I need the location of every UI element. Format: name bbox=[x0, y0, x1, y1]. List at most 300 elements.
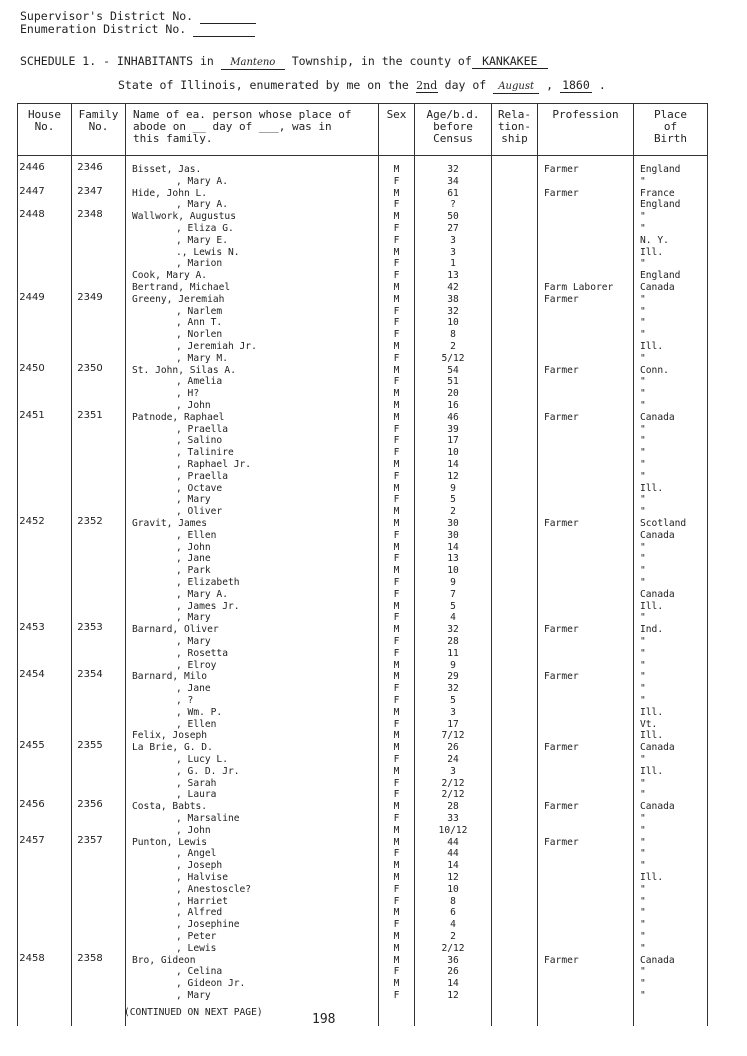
age-value: 26 bbox=[447, 966, 459, 978]
age-value: 1 bbox=[450, 258, 456, 270]
person-name: , Marsaline bbox=[176, 813, 240, 824]
profession-value: Farmer bbox=[544, 671, 579, 683]
county-name: KANKAKEE bbox=[472, 55, 548, 69]
birthplace-value: " bbox=[640, 423, 646, 435]
profession-value: Farmer bbox=[544, 518, 579, 529]
house-number: 2453 bbox=[19, 622, 45, 634]
person-name: , Park bbox=[176, 565, 211, 577]
sex-value: F bbox=[393, 777, 400, 789]
sex-value: F bbox=[393, 612, 400, 624]
birthplace-value: " bbox=[640, 258, 646, 270]
sex-value: M bbox=[393, 907, 400, 919]
age-value: 9 bbox=[450, 577, 456, 588]
birthplace-value: " bbox=[640, 966, 646, 978]
sex-value: M bbox=[393, 600, 400, 612]
schedule-label: SCHEDULE 1. - INHABITANTS in bbox=[20, 54, 214, 68]
sex-value: F bbox=[393, 447, 400, 459]
age-value: 6 bbox=[450, 907, 456, 919]
person-name: , Mary bbox=[176, 612, 211, 624]
birthplace-value: Ill. bbox=[640, 765, 664, 777]
person-name: , Octave bbox=[176, 482, 223, 494]
family-number: 2353 bbox=[77, 622, 103, 634]
person-name: , Rosetta bbox=[176, 647, 228, 659]
birthplace-value: England bbox=[640, 164, 681, 175]
col-header-name: Name of ea. person whose place of abode on __ day of ___, was in this family. bbox=[133, 108, 352, 145]
birthplace-value: " bbox=[640, 376, 646, 388]
age-value: 16 bbox=[447, 400, 459, 411]
sex-value: M bbox=[393, 624, 400, 636]
profession-value: Farmer bbox=[544, 742, 579, 754]
sex-value: M bbox=[393, 671, 400, 683]
profession-value: Farmer bbox=[544, 836, 579, 848]
age-value: 9 bbox=[450, 482, 456, 494]
house-number: 2446 bbox=[19, 162, 45, 173]
family-number: 2358 bbox=[77, 952, 103, 964]
person-name: , Jane bbox=[176, 553, 211, 565]
birthplace-value: " bbox=[640, 388, 646, 400]
birthplace-value: " bbox=[640, 577, 646, 588]
profession-value: Farmer bbox=[544, 293, 579, 305]
sex-value: M bbox=[393, 872, 400, 883]
profession-value: Farmer bbox=[544, 164, 579, 175]
person-name: , Mary A. bbox=[176, 175, 228, 187]
birthplace-value: Ill. bbox=[640, 341, 664, 352]
birthplace-value: " bbox=[640, 612, 646, 624]
supervisor-blank bbox=[200, 10, 256, 24]
supervisor-label: Supervisor's District No. bbox=[20, 9, 194, 23]
enumeration-blank bbox=[193, 23, 255, 37]
age-value: 5 bbox=[450, 600, 456, 612]
sex-value: M bbox=[393, 506, 400, 518]
person-name: , Amelia bbox=[176, 376, 223, 388]
sex-value: F bbox=[393, 270, 400, 282]
sex-value: F bbox=[393, 470, 400, 482]
township-name: Manteno bbox=[221, 56, 285, 70]
person-name: , Norlen bbox=[176, 329, 223, 341]
enumeration-label: Enumeration District No. bbox=[20, 22, 187, 36]
age-value: 7/12 bbox=[441, 730, 465, 742]
family-number: 2355 bbox=[77, 740, 103, 752]
person-name: , Joseph bbox=[176, 860, 223, 872]
sex-value: F bbox=[393, 435, 400, 447]
age-value: 5 bbox=[450, 494, 456, 506]
birthplace-value: " bbox=[640, 695, 646, 706]
schedule-line bbox=[20, 55, 548, 70]
age-value: 17 bbox=[447, 435, 459, 447]
person-name: , Mary bbox=[176, 636, 211, 647]
person-name: Felix, Joseph bbox=[132, 730, 208, 742]
sex-value: F bbox=[393, 718, 400, 730]
enumeration-line bbox=[20, 23, 255, 37]
person-name: La Brie, G. D. bbox=[132, 742, 213, 754]
sex-value: F bbox=[393, 175, 400, 187]
age-value: 14 bbox=[447, 860, 459, 872]
birthplace-value: " bbox=[640, 305, 646, 317]
enum-year: 1860 bbox=[560, 79, 592, 93]
sex-value: F bbox=[393, 305, 400, 317]
age-value: 14 bbox=[447, 459, 459, 470]
sex-value: M bbox=[393, 164, 400, 175]
sex-value: F bbox=[393, 919, 400, 931]
profession-value: Farmer bbox=[544, 411, 579, 423]
person-name: Hide, John L. bbox=[132, 187, 208, 199]
person-name: , Jane bbox=[176, 683, 211, 695]
birthplace-value: " bbox=[640, 919, 646, 931]
age-value: 3 bbox=[450, 246, 456, 258]
house-number: 2449 bbox=[19, 291, 45, 303]
person-name: , James Jr. bbox=[176, 600, 240, 612]
birthplace-value: " bbox=[640, 848, 646, 860]
person-name: St. John, Silas A. bbox=[132, 364, 236, 376]
birthplace-value: " bbox=[640, 352, 646, 364]
birthplace-value: " bbox=[640, 293, 646, 305]
profession-value: Farmer bbox=[544, 801, 579, 813]
age-value: 27 bbox=[447, 223, 459, 234]
house-number: 2448 bbox=[19, 209, 45, 221]
house-number: 2452 bbox=[19, 516, 45, 527]
age-value: 50 bbox=[447, 211, 459, 223]
age-value: 2/12 bbox=[441, 789, 465, 801]
age-value: 8 bbox=[450, 895, 456, 907]
birthplace-value: " bbox=[640, 754, 646, 765]
sex-value: F bbox=[393, 352, 400, 364]
sex-value: M bbox=[393, 341, 400, 352]
age-value: 2 bbox=[450, 931, 456, 942]
sex-value: F bbox=[393, 848, 400, 860]
col-header-age: Age/b.d. before Census bbox=[426, 108, 480, 145]
sex-value: M bbox=[393, 388, 400, 400]
person-name: , Elizabeth bbox=[176, 577, 240, 588]
sex-value: F bbox=[393, 317, 400, 329]
sex-value: M bbox=[393, 836, 400, 848]
sex-value: F bbox=[393, 695, 400, 706]
sex-value: M bbox=[393, 931, 400, 942]
age-value: 10 bbox=[447, 883, 459, 895]
age-value: 33 bbox=[447, 813, 459, 824]
birthplace-value: " bbox=[640, 860, 646, 872]
sex-value: M bbox=[393, 541, 400, 553]
col-header-sex: Sex bbox=[386, 108, 407, 121]
house-number: 2447 bbox=[19, 185, 45, 197]
sex-value: M bbox=[393, 282, 400, 293]
birthplace-value: " bbox=[640, 659, 646, 671]
age-value: 12 bbox=[447, 470, 459, 482]
age-value: 5/12 bbox=[441, 352, 465, 364]
sex-value: M bbox=[393, 706, 400, 718]
age-value: 3 bbox=[450, 234, 456, 246]
age-value: 42 bbox=[447, 282, 459, 293]
profession-value: Farmer bbox=[544, 624, 579, 636]
sex-value: F bbox=[393, 754, 400, 765]
birthplace-value: England bbox=[640, 270, 681, 282]
birthplace-value: " bbox=[640, 494, 646, 506]
age-value: 12 bbox=[447, 990, 459, 1001]
birthplace-value: Canada bbox=[640, 529, 675, 541]
person-name: , Praella bbox=[176, 423, 228, 435]
birthplace-value: Conn. bbox=[640, 364, 669, 376]
age-value: 2 bbox=[450, 341, 456, 352]
person-name: , Ellen bbox=[176, 718, 217, 730]
person-name: Punton, Lewis bbox=[132, 836, 208, 848]
person-name: , Raphael Jr. bbox=[176, 459, 252, 470]
birthplace-value: " bbox=[640, 647, 646, 659]
col-header-house: House No. bbox=[27, 108, 62, 133]
sex-value: M bbox=[393, 400, 400, 411]
person-name: , John bbox=[176, 541, 211, 553]
person-name: Patnode, Raphael bbox=[132, 411, 225, 423]
birthplace-value: Ill. bbox=[640, 872, 664, 883]
person-name: ., Lewis N. bbox=[176, 246, 240, 258]
sex-value: F bbox=[393, 683, 400, 695]
age-value: 32 bbox=[447, 683, 459, 695]
birthplace-value: France bbox=[640, 187, 675, 199]
age-value: 10 bbox=[447, 317, 459, 329]
col-header-birthplace: Place of Birth bbox=[653, 108, 688, 145]
sex-value: F bbox=[393, 376, 400, 388]
birthplace-value: " bbox=[640, 942, 646, 954]
person-name: , Josephine bbox=[176, 919, 240, 931]
person-name: , Salino bbox=[176, 435, 223, 447]
family-number: 2356 bbox=[77, 799, 103, 811]
day-label: day of bbox=[444, 78, 487, 92]
sex-value: F bbox=[393, 529, 400, 541]
age-value: 5 bbox=[450, 695, 456, 706]
person-name: Greeny, Jeremiah bbox=[132, 293, 225, 305]
person-name: , Marion bbox=[176, 258, 223, 270]
person-name: Bro, Gideon bbox=[132, 954, 196, 966]
profession-value: Farmer bbox=[544, 364, 579, 376]
house-number: 2450 bbox=[19, 362, 45, 374]
age-value: 4 bbox=[450, 612, 456, 624]
family-number: 2351 bbox=[77, 409, 103, 421]
sex-value: F bbox=[393, 577, 400, 588]
sex-value: M bbox=[393, 978, 400, 990]
age-value: 46 bbox=[447, 411, 459, 423]
person-name: , Gideon Jr. bbox=[176, 978, 246, 990]
birthplace-value: " bbox=[640, 459, 646, 470]
birthplace-value: Canada bbox=[640, 954, 675, 966]
sex-value: F bbox=[393, 258, 400, 270]
family-number: 2354 bbox=[77, 669, 103, 681]
birthplace-value: Ill. bbox=[640, 600, 664, 612]
age-value: 61 bbox=[447, 187, 459, 199]
sex-value: F bbox=[393, 588, 400, 600]
age-value: 24 bbox=[447, 754, 459, 765]
birthplace-value: " bbox=[640, 813, 646, 824]
age-value: 3 bbox=[450, 765, 456, 777]
age-value: 10 bbox=[447, 447, 459, 459]
person-name: , John bbox=[176, 400, 211, 411]
birthplace-value: " bbox=[640, 978, 646, 990]
age-value: 44 bbox=[447, 836, 459, 848]
col-header-family: Family No. bbox=[78, 108, 119, 133]
birthplace-value: " bbox=[640, 836, 646, 848]
person-name: , ? bbox=[176, 695, 194, 706]
page-number: 198 bbox=[312, 1012, 336, 1027]
age-value: 14 bbox=[447, 978, 459, 990]
sex-value: F bbox=[393, 223, 400, 234]
sex-value: M bbox=[393, 954, 400, 966]
family-number: 2357 bbox=[77, 834, 103, 846]
birthplace-value: " bbox=[640, 990, 646, 1001]
birthplace-value: Ill. bbox=[640, 706, 664, 718]
sex-value: F bbox=[393, 494, 400, 506]
sex-value: M bbox=[393, 459, 400, 470]
person-name: , Ann T. bbox=[176, 317, 223, 329]
age-value: 13 bbox=[447, 553, 459, 565]
sex-value: F bbox=[393, 553, 400, 565]
sex-value: F bbox=[393, 329, 400, 341]
age-value: 12 bbox=[447, 872, 459, 883]
age-value: 54 bbox=[447, 364, 459, 376]
sex-value: M bbox=[393, 246, 400, 258]
age-value: 11 bbox=[447, 647, 459, 659]
person-name: , Laura bbox=[176, 789, 217, 801]
age-value: 32 bbox=[447, 164, 459, 175]
sex-value: M bbox=[393, 942, 400, 954]
person-name: , Jeremiah Jr. bbox=[176, 341, 257, 352]
person-name: , Elroy bbox=[176, 659, 217, 671]
birthplace-value: Ind. bbox=[640, 624, 664, 636]
birthplace-value: " bbox=[640, 824, 646, 836]
birthplace-value: Vt. bbox=[640, 718, 658, 730]
birthplace-value: " bbox=[640, 895, 646, 907]
sex-value: F bbox=[393, 636, 400, 647]
birthplace-value: N. Y. bbox=[640, 234, 669, 246]
sex-value: F bbox=[393, 199, 400, 211]
sex-value: M bbox=[393, 765, 400, 777]
sex-value: M bbox=[393, 211, 400, 223]
birthplace-value: " bbox=[640, 683, 646, 695]
house-number: 2457 bbox=[19, 834, 45, 846]
person-name: , Wm. P. bbox=[176, 706, 223, 718]
col-header-profession: Profession bbox=[552, 108, 619, 121]
age-value: 28 bbox=[447, 636, 459, 647]
family-number: 2349 bbox=[77, 291, 103, 303]
birthplace-value: " bbox=[640, 211, 646, 223]
birthplace-value: " bbox=[640, 223, 646, 234]
age-value: 36 bbox=[447, 954, 459, 966]
birthplace-value: Canada bbox=[640, 742, 675, 754]
age-value: 2/12 bbox=[441, 942, 465, 954]
person-name: , Anestoscle? bbox=[176, 883, 252, 895]
sex-value: M bbox=[393, 801, 400, 813]
person-name: , Sarah bbox=[176, 777, 217, 789]
person-name: , H? bbox=[176, 388, 200, 400]
person-name: , Ellen bbox=[176, 529, 217, 541]
sex-value: M bbox=[393, 411, 400, 423]
person-name: , Mary A. bbox=[176, 199, 228, 211]
sex-value: F bbox=[393, 234, 400, 246]
col-header-relationship: Rela- tion- ship bbox=[497, 108, 532, 145]
birthplace-value: " bbox=[640, 931, 646, 942]
person-name: , Harriet bbox=[176, 895, 228, 907]
birthplace-value: " bbox=[640, 565, 646, 577]
person-name: , Lewis bbox=[176, 942, 217, 954]
birthplace-value: Scotland bbox=[640, 518, 687, 529]
state-label: State of Illinois, enumerated by me on the bbox=[118, 78, 409, 92]
birthplace-value: Canada bbox=[640, 588, 675, 600]
birthplace-value: " bbox=[640, 317, 646, 329]
sex-value: F bbox=[393, 883, 400, 895]
age-value: ? bbox=[450, 199, 456, 211]
birthplace-value: " bbox=[640, 883, 646, 895]
sex-value: M bbox=[393, 730, 400, 742]
person-name: , Mary M. bbox=[176, 352, 228, 364]
birthplace-value: " bbox=[640, 400, 646, 411]
age-value: 32 bbox=[447, 305, 459, 317]
age-value: 32 bbox=[447, 624, 459, 636]
birthplace-value: " bbox=[640, 777, 646, 789]
family-number: 2350 bbox=[77, 362, 103, 374]
township-label: Township, in the county of bbox=[291, 54, 472, 68]
house-number: 2456 bbox=[19, 799, 45, 811]
sex-value: F bbox=[393, 647, 400, 659]
birthplace-value: " bbox=[640, 553, 646, 565]
person-name: , Lucy L. bbox=[176, 754, 228, 765]
age-value: 3 bbox=[450, 706, 456, 718]
person-name: Costa, Babts. bbox=[132, 801, 208, 813]
sex-value: F bbox=[393, 966, 400, 978]
person-name: Wallwork, Augustus bbox=[132, 211, 236, 223]
person-name: Barnard, Milo bbox=[132, 671, 208, 683]
birthplace-value: Canada bbox=[640, 282, 675, 293]
sex-value: F bbox=[393, 990, 400, 1001]
birthplace-value: " bbox=[640, 175, 646, 187]
sex-value: M bbox=[393, 659, 400, 671]
person-name: , John bbox=[176, 824, 211, 836]
family-number: 2352 bbox=[77, 516, 103, 527]
person-name: Gravit, James bbox=[132, 518, 208, 529]
person-name: , Celina bbox=[176, 966, 223, 978]
age-value: 26 bbox=[447, 742, 459, 754]
state-line: State of Illinois, enumerated by me on the 2nd day of August , 1860 . bbox=[118, 78, 606, 92]
birthplace-value: Canada bbox=[640, 801, 675, 813]
person-name: , Halvise bbox=[176, 872, 228, 883]
sex-value: F bbox=[393, 423, 400, 435]
person-name: , Mary A. bbox=[176, 588, 228, 600]
person-name: Bisset, Jas. bbox=[132, 164, 202, 175]
age-value: 30 bbox=[447, 529, 459, 541]
person-name: , Mary E. bbox=[176, 234, 228, 246]
continued-note: (CONTINUED ON NEXT PAGE) bbox=[124, 1007, 263, 1018]
age-value: 4 bbox=[450, 919, 456, 931]
birthplace-value: Canada bbox=[640, 411, 675, 423]
house-number: 2451 bbox=[19, 409, 45, 421]
birthplace-value: " bbox=[640, 470, 646, 482]
sex-value: F bbox=[393, 789, 400, 801]
person-name: , Mary bbox=[176, 990, 211, 1001]
sex-value: M bbox=[393, 364, 400, 376]
age-value: 9 bbox=[450, 659, 456, 671]
person-name: , Narlem bbox=[176, 305, 223, 317]
birthplace-value: " bbox=[640, 789, 646, 801]
birthplace-value: " bbox=[640, 541, 646, 553]
age-value: 13 bbox=[447, 270, 459, 282]
birthplace-value: " bbox=[640, 907, 646, 919]
birthplace-value: " bbox=[640, 329, 646, 341]
person-name: , Praella bbox=[176, 470, 228, 482]
profession-value: Farmer bbox=[544, 954, 579, 966]
sex-value: M bbox=[393, 482, 400, 494]
age-value: 7 bbox=[450, 588, 456, 600]
person-name: , Eliza G. bbox=[176, 223, 234, 234]
age-value: 44 bbox=[447, 848, 459, 860]
enum-day: 2nd bbox=[416, 79, 438, 92]
sex-value: M bbox=[393, 824, 400, 836]
sex-value: M bbox=[393, 187, 400, 199]
age-value: 51 bbox=[447, 376, 459, 388]
